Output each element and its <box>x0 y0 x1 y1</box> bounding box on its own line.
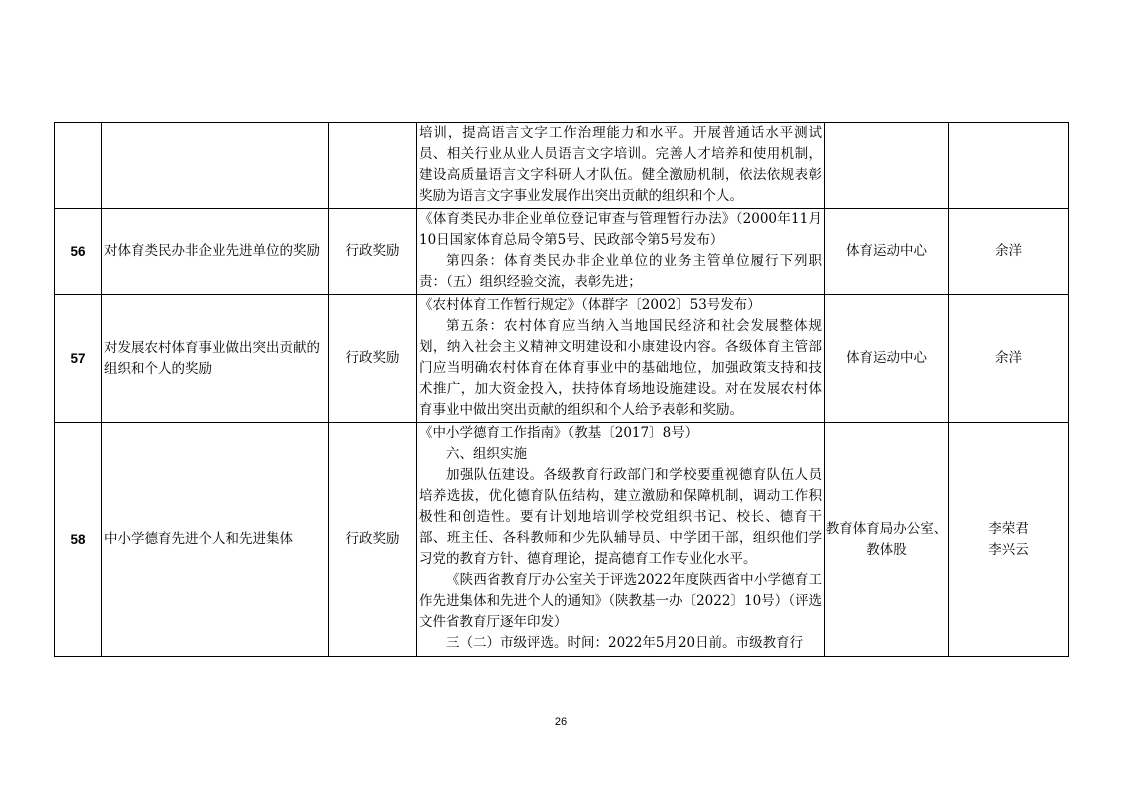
basis-paragraph: 第五条：农村体育应当纳入当地国民经济和社会发展整体规划，纳入社会主义精神文明建设和小康建设内容。各级体育主管部门应当明确农村体育在体育事业中的基础地位，加强政策支持和技术推广，加大资金投入，扶持体育场地设施建设。对在发展农村体育事业中做出突出贡献的组织和个人给予表彰和奖励。 <box>419 318 822 418</box>
row-number <box>55 123 102 209</box>
basis-paragraph: 《农村体育工作暂行规定》（体群字〔2002〕53号发布） <box>419 297 761 313</box>
item-type: 行政奖励 <box>329 295 417 423</box>
legal-basis <box>417 295 825 423</box>
item-name <box>102 123 329 209</box>
row-number: 57 <box>55 295 102 423</box>
item-type: 行政奖励 <box>329 209 417 295</box>
basis-paragraph: 加强队伍建设。各级教育行政部门和学校要重视德育队伍人员培养选拔，优化德育队伍结构，建立激励和保障机制，调动工作积极性和创造性。要有计划地培训学校党组织书记、校长、德育干部、班主任、各科教师和少先队辅导员、中学团干部，组织他们学习党的教育方针、德育理论，提高德育工作专业化水平。 <box>419 467 822 567</box>
basis-paragraph: 三（二）市级评选。时间：2022年5月20日前。市级教育行 <box>446 635 804 651</box>
basis-paragraph: 《陕西省教育厅办公室关于评选2022年度陕西省中小学德育工作先进集体和先进个人的通知》（陕教基一办〔2022〕10号）（评选文件省教育厅逐年印发） <box>419 572 822 630</box>
table-row <box>55 295 1069 423</box>
page-number: 26 <box>554 716 568 728</box>
responsible-department: 体育运动中心 <box>825 295 949 423</box>
responsible-department: 教育体育局办公室、教体股 <box>825 423 949 657</box>
responsible-department <box>825 123 949 209</box>
basis-paragraph: 第四条：体育类民办非企业单位的业务主管单位履行下列职责：（五）组织经验交流，表彰先进； <box>419 253 822 290</box>
legal-basis <box>417 123 825 209</box>
basis-paragraph: 《中小学德育工作指南》（教基〔2017〕8号） <box>419 425 699 441</box>
table-row <box>55 123 1069 209</box>
records-table <box>54 122 1069 657</box>
item-name: 对发展农村体育事业做出突出贡献的组织和个人的奖励 <box>102 295 329 423</box>
table-row <box>55 209 1069 295</box>
basis-paragraph: 六、组织实施 <box>446 446 527 462</box>
basis-paragraph: 培训，提高语言文字工作治理能力和水平。开展普通话水平测试员、相关行业从业人员语言文字培训。完善人才培养和使用机制，建设高质量语言文字科研人才队伍。健全激励机制，依法依规表彰奖励为语言文字事业发展作出突出贡献的组织和个人。 <box>419 125 822 204</box>
legal-basis <box>417 209 825 295</box>
legal-basis <box>417 423 825 657</box>
basis-paragraph: 《体育类民办非企业单位登记审查与管理暂行办法》（2000年11月10日国家体育总局令第5号、民政部令第5号发布） <box>419 211 822 248</box>
item-type <box>329 123 417 209</box>
row-number: 56 <box>55 209 102 295</box>
responsible-person: 李荣君 李兴云 <box>949 423 1069 657</box>
item-name: 中小学德育先进个人和先进集体 <box>102 423 329 657</box>
item-type: 行政奖励 <box>329 423 417 657</box>
row-number: 58 <box>55 423 102 657</box>
responsible-department: 体育运动中心 <box>825 209 949 295</box>
item-name: 对体育类民办非企业先进单位的奖励 <box>102 209 329 295</box>
responsible-person <box>949 123 1069 209</box>
responsible-person: 余洋 <box>949 295 1069 423</box>
table-row <box>55 423 1069 657</box>
responsible-person: 余洋 <box>949 209 1069 295</box>
